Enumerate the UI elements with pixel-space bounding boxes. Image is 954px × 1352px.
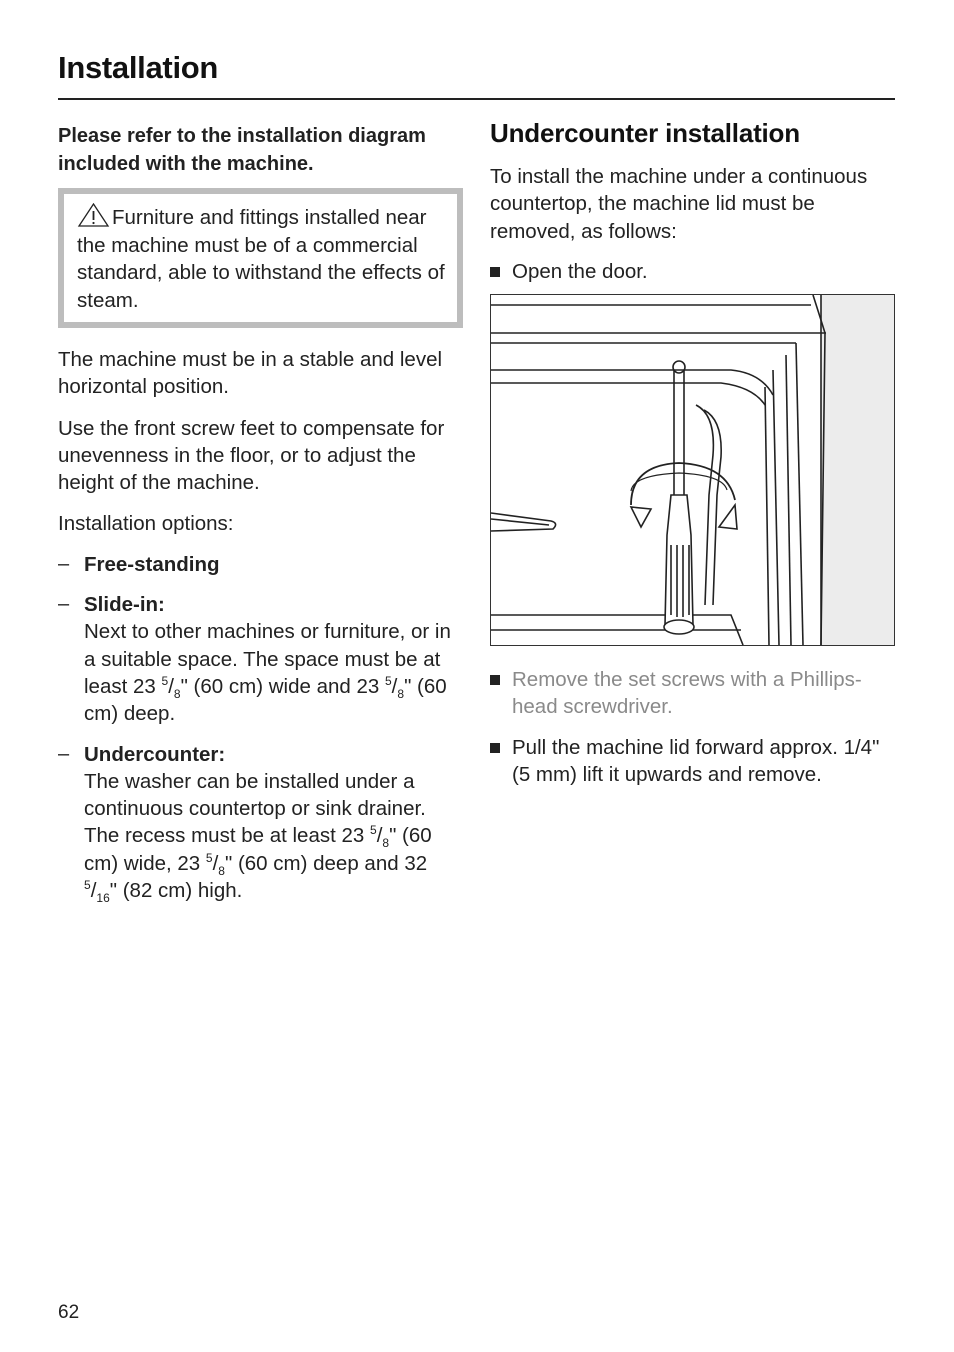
option-free-standing [58, 551, 463, 578]
warning-text: Furniture and fittings installed near the machine must be of a commercial standard, able to withstand the effects of steam. [77, 206, 445, 312]
dash-marker: – [58, 593, 70, 616]
dash-marker: – [58, 552, 70, 575]
step-item [490, 666, 895, 721]
option-description: The washer can be installed under a continuous countertop or sink drainer. [84, 769, 426, 821]
dash-marker: – [58, 742, 70, 765]
option-title: Free-standing [84, 552, 220, 576]
option-description: Next to other machines or furniture, or in a suitable space. The space must be at least 23 $^5/_8$" (60 cm) wide and 23 $^5/_8$" (60 cm) deep. [84, 620, 451, 726]
title-divider [58, 98, 895, 100]
section-intro: To install the machine under a continuous countertop, the machine lid must be removed, as follows: [490, 165, 868, 243]
left-column [58, 122, 463, 904]
options-intro: Installation options: [58, 512, 234, 536]
screw-feet-paragraph: Use the front screw feet to compensate for unevenness in the floor, or to adjust the height of the machine. [58, 416, 445, 495]
step-item [490, 734, 895, 789]
square-bullet-icon [490, 743, 500, 753]
step-item [490, 258, 895, 285]
option-undercounter [58, 741, 463, 905]
warning-box [58, 188, 463, 328]
right-column [490, 118, 895, 788]
screwdriver-diagram-icon [491, 295, 894, 645]
step-text: Open the door. [512, 259, 648, 283]
lead-note: Please refer to the installation diagram included with the machine. [58, 125, 426, 175]
square-bullet-icon [490, 675, 500, 685]
option-title: Undercounter: [84, 742, 226, 766]
page-number: 62 [58, 1302, 80, 1323]
page-title: Installation [58, 50, 219, 85]
stability-paragraph: The machine must be in a stable and level horizontal position. [58, 348, 443, 399]
option-dimensions: The recess must be at least 23 $^5/_8$" (60 cm) wide, 23 $^5/_8$" (60 cm) deep and 32 $^5/_{16}$" (82 cm) high. [84, 823, 432, 906]
warning-triangle-icon [77, 203, 110, 227]
step-text: Pull the machine lid forward approx. 1/4" (5 mm) lift it upwards and remove. [512, 735, 880, 787]
option-title: Slide-in: [84, 593, 165, 617]
square-bullet-icon [490, 267, 500, 277]
step-text: Remove the set screws with a Phillips-head screwdriver. [512, 668, 862, 719]
section-heading: Undercounter installation [490, 118, 800, 148]
option-slide-in [58, 591, 463, 727]
screwdriver-diagram [490, 294, 895, 646]
